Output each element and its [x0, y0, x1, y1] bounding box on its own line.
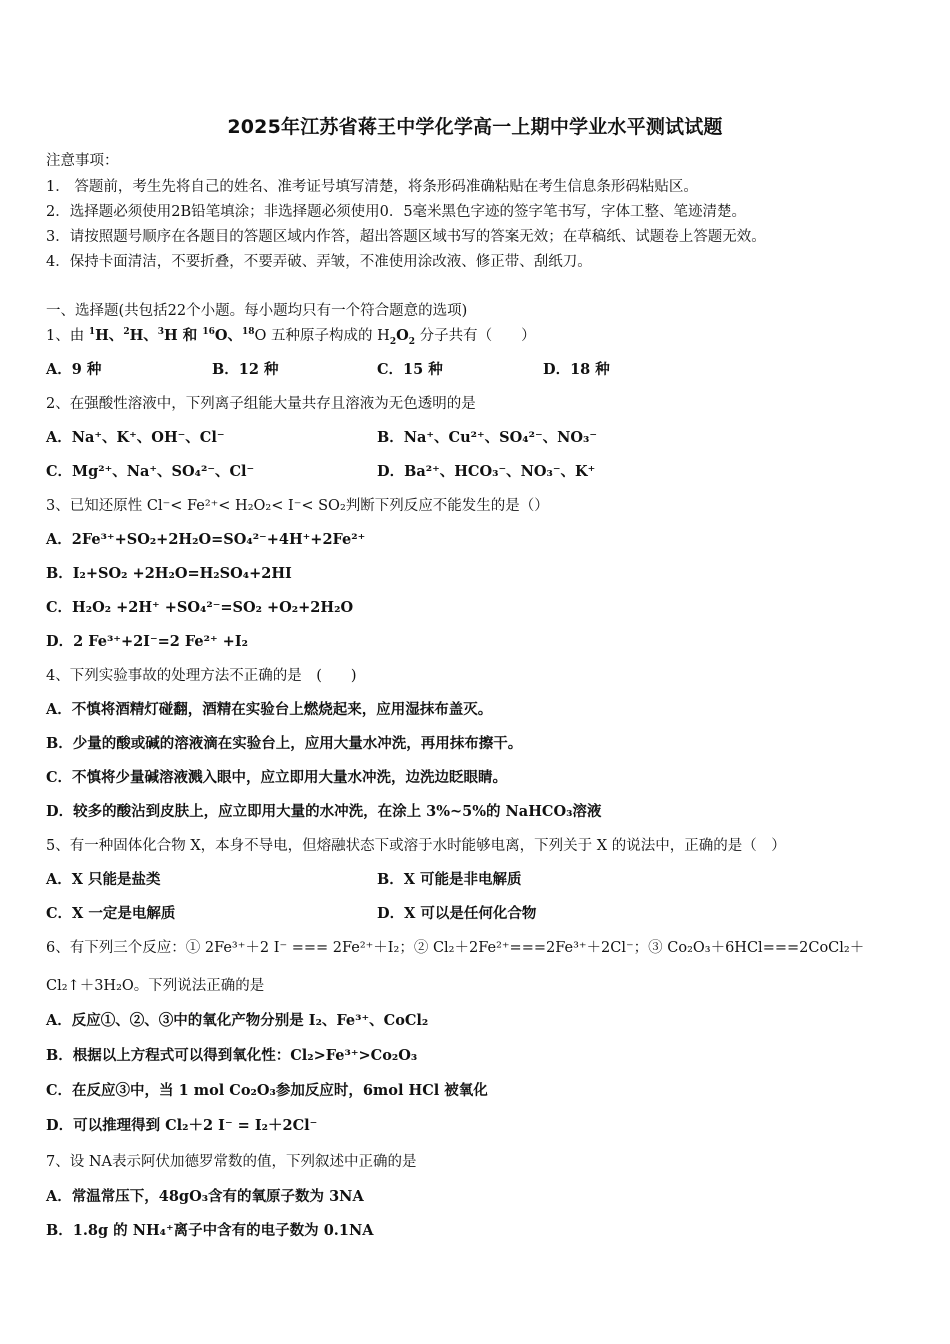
- option-c: C．15 种: [377, 361, 443, 378]
- question-3-stem: 3、已知还原性 Cl⁻< Fe²⁺< H₂O₂< I⁻< SO₂判断下列反应不能发生的是（）: [46, 498, 549, 514]
- option-a: A．X 只能是盐类: [46, 871, 161, 888]
- option-d: D．较多的酸沾到皮肤上，应立即用大量的水冲洗，在涂上 3%~5%的 NaHCO₃溶液: [46, 803, 602, 820]
- option-a: A．常温常压下，48gO₃含有的氧原子数为 3NA: [46, 1188, 364, 1205]
- option-c: C．X 一定是电解质: [46, 905, 176, 922]
- option-a: A．Na⁺、K⁺、OH⁻、Cl⁻: [46, 429, 225, 446]
- option-a: A．不慎将酒精灯碰翻，酒精在实验台上燃烧起来，应用湿抹布盖灭。: [46, 701, 493, 718]
- notice-item: 4．保持卡面清洁，不要折叠，不要弄破、弄皱，不准使用涂改液、修正带、刮纸刀。: [46, 254, 592, 270]
- option-a: A．9 种: [46, 361, 102, 378]
- question-4-stem: 4、下列实验事故的处理方法不正确的是 ( ): [46, 668, 357, 684]
- option-b: B．根据以上方程式可以得到氧化性：Cl₂>Fe³⁺>Co₂O₃: [46, 1047, 418, 1064]
- option-b: B．I₂+SO₂ +2H₂O=H₂SO₄+2HI: [46, 565, 292, 582]
- option-c: C．不慎将少量碱溶液溅入眼中，应立即用大量水冲洗，边洗边眨眼睛。: [46, 769, 508, 786]
- question-1-stem: 1、由 $^1$H、$^2$H、$^3$H 和 $^{16}$O、$^{18}$O 五种原子构成的 $H_2O_2$ 分子共有（ ）: [46, 327, 536, 347]
- option-d: D．可以推理得到 Cl₂＋2 I⁻ = I₂＋2Cl⁻: [46, 1117, 318, 1134]
- question-6-stem: 6、有下列三个反应：① 2Fe³⁺＋2 I⁻ === 2Fe²⁺＋I₂；② Cl₂＋2Fe²⁺===2Fe³⁺＋2Cl⁻；③ Co₂O₃＋6HCl===2CoCl₂＋: [46, 940, 865, 956]
- option-d: D．18 种: [543, 361, 610, 378]
- option-d: D．X 可以是任何化合物: [377, 905, 537, 922]
- notice-item: 1． 答题前，考生先将自己的姓名、准考证号填写清楚，将条形码准确粘贴在考生信息条形码粘贴区。: [46, 179, 698, 195]
- question-5-stem: 5、有一种固体化合物 X，本身不导电，但熔融状态下或溶于水时能够电离，下列关于 X 的说法中，正确的是（ ）: [46, 838, 786, 854]
- question-2-stem: 2、在强酸性溶液中，下列离子组能大量共存且溶液为无色透明的是: [46, 396, 476, 412]
- notice-item: 2．选择题必须使用2B铅笔填涂；非选择题必须使用0．5毫米黑色字迹的签字笔书写，字体工整、笔迹清楚。: [46, 204, 747, 220]
- notice-item: 3．请按照题号顺序在各题目的答题区域内作答，超出答题区域书写的答案无效；在草稿纸、试题卷上答题无效。: [46, 229, 766, 245]
- option-a: A．2Fe³⁺+SO₂+2H₂O=SO₄²⁻+4H⁺+2Fe²⁺: [46, 531, 366, 548]
- option-b: B．12 种: [212, 361, 279, 378]
- page-title: 2025年江苏省蒋王中学化学高一上期中学业水平测试试题: [227, 116, 723, 138]
- option-b: B．1.8g 的 NH₄⁺离子中含有的电子数为 0.1NA: [46, 1222, 374, 1239]
- section-heading: 一、选择题(共包括22个小题。每小题均只有一个符合题意的选项): [46, 303, 468, 319]
- notice-heading: 注意事项：: [46, 153, 119, 169]
- option-c: C．Mg²⁺、Na⁺、SO₄²⁻、Cl⁻: [46, 463, 255, 480]
- option-d: D．Ba²⁺、HCO₃⁻、NO₃⁻、K⁺: [377, 463, 596, 480]
- option-b: B．少量的酸或碱的溶液滴在实验台上，应用大量水冲洗，再用抹布擦干。: [46, 735, 523, 752]
- option-c: C．H₂O₂ +2H⁺ +SO₄²⁻=SO₂ +O₂+2H₂O: [46, 599, 354, 616]
- option-a: A．反应①、②、③中的氧化产物分别是 I₂、Fe³⁺、CoCl₂: [46, 1012, 429, 1029]
- option-d: D．2 Fe³⁺+2I⁻=2 Fe²⁺ +I₂: [46, 633, 248, 650]
- option-b: B．Na⁺、Cu²⁺、SO₄²⁻、NO₃⁻: [377, 429, 597, 446]
- option-c: C．在反应③中，当 1 mol Co₂O₃参加反应时，6mol HCl 被氧化: [46, 1082, 488, 1099]
- question-7-stem: 7、设 NA表示阿伏加德罗常数的值，下列叙述中正确的是: [46, 1154, 417, 1170]
- question-6-stem-cont: Cl₂↑＋3H₂O。下列说法正确的是: [46, 978, 265, 994]
- option-b: B．X 可能是非电解质: [377, 871, 522, 888]
